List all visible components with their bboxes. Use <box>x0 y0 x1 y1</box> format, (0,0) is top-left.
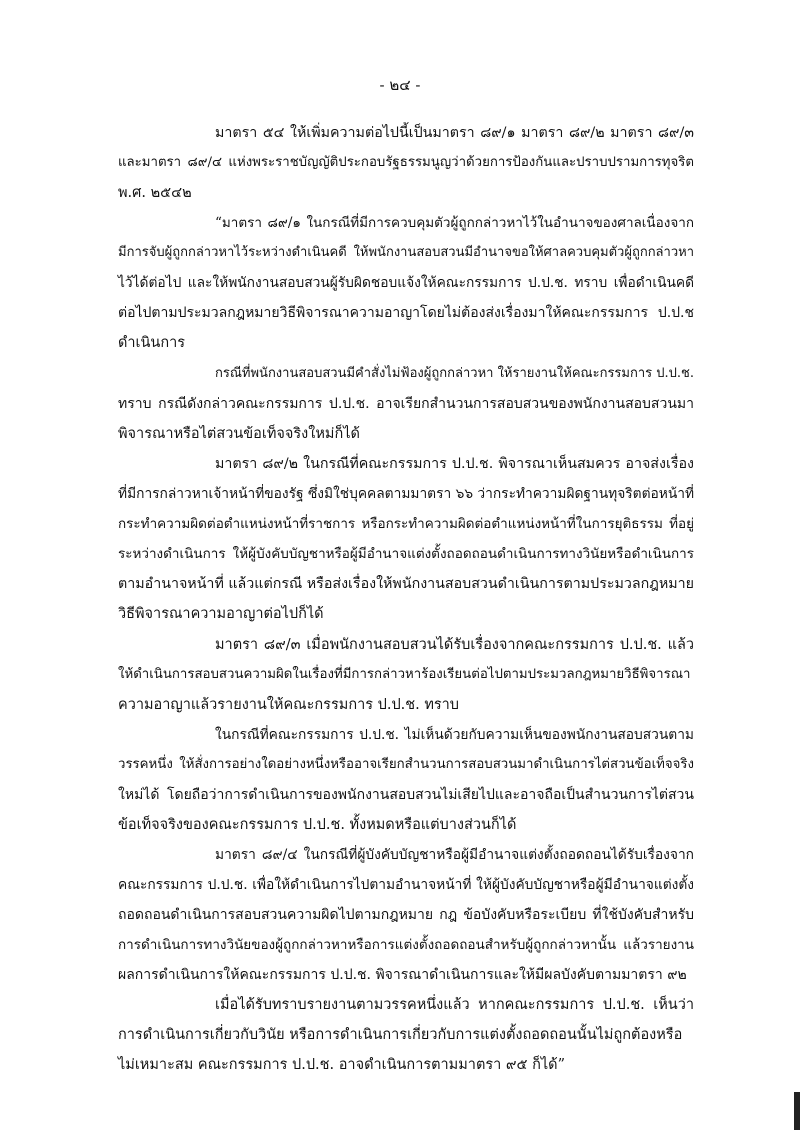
text-line: การดำเนินการเกี่ยวกับวินัย หรือการดำเนินการเกี่ยวกับการแต่งตั้งถอดถอนนั้นไม่ถูกต้องหรือ <box>118 1027 683 1043</box>
text-line: ให้ดำเนินการสอบสวนความผิดในเรื่องที่มีการกล่าวหาร้องเรียนต่อไปตามประมวลกฎหมายวิธีพิจารณา <box>118 667 691 682</box>
text-line: ไว้ได้ต่อไป และให้พนักงานสอบสวนผู้รับผิดชอบแจ้งให้คณะกรรมการ ป.ป.ช. ทราบ เพื่อดำเนินคดี <box>118 275 694 291</box>
text-line: มาตรา ๕๔ ให้เพิ่มความต่อไปนี้เป็นมาตรา ๘๙/๑ มาตรา ๘๙/๒ มาตรา ๘๙/๓ <box>215 125 694 141</box>
text-line: มาตรา ๘๙/๒ ในกรณีที่คณะกรรมการ ป.ป.ช. พิจารณาเห็นสมควร อาจส่งเรื่อง <box>215 456 694 472</box>
text-line: มีการจับผู้ถูกกล่าวหาไว้ระหว่างดำเนินคดี ให้พนักงานสอบสวนมีอำนาจขอให้ศาลควบคุมตัวผู้ถูกกล่าวหา <box>118 245 694 260</box>
text-line: “มาตรา ๘๙/๑ ในกรณีที่มีการควบคุมตัวผู้ถูกกล่าวหาไว้ในอำนาจของศาลเนื่องจาก <box>215 215 694 231</box>
text-line: ทราบ กรณีดังกล่าวคณะกรรมการ ป.ป.ช. อาจเรียกสำนวนการสอบสวนของพนักงานสอบสวนมา <box>118 396 694 412</box>
text-line: กระทำความผิดต่อตำแหน่งหน้าที่ราชการ หรือกระทำความผิดต่อตำแหน่งหน้าที่ในการยุติธรรม ที่อยู่ <box>118 516 694 532</box>
text-line: ระหว่างดำเนินการ ให้ผู้บังคับบัญชาหรือผู้มีอำนาจแต่งตั้งถอดถอนดำเนินการทางวินัยหรือดำเนินการ <box>118 546 694 562</box>
scan-edge-mark <box>794 1092 800 1130</box>
text-line: พ.ศ. ๒๕๔๒ <box>118 185 192 201</box>
text-line: ที่มีการกล่าวหาเจ้าหน้าที่ของรัฐ ซึ่งมิใช่บุคคลตามมาตรา ๖๖ ว่ากระทำความผิดฐานทุจริตต่อหน้าที่ <box>118 486 695 502</box>
text-line: ไม่เหมาะสม คณะกรรมการ ป.ป.ช. อาจดำเนินการตามมาตรา ๙๕ ก็ได้” <box>118 1057 566 1073</box>
text-line: วิธีพิจารณาความอาญาต่อไปก็ได้ <box>118 606 324 622</box>
text-line: ดำเนินการ <box>118 335 186 351</box>
text-line: วรรคหนึ่ง ให้สั่งการอย่างใดอย่างหนึ่งหรืออาจเรียกสำนวนการสอบสวนมาดำเนินการไต่สวนข้อเท็จจริง <box>118 757 694 772</box>
text-line: มาตรา ๘๙/๓ เมื่อพนักงานสอบสวนได้รับเรื่องจากคณะกรรมการ ป.ป.ช. แล้ว <box>215 637 694 653</box>
text-line: คณะกรรมการ ป.ป.ช. เพื่อให้ดำเนินการไปตามอำนาจหน้าที่ ให้ผู้บังคับบัญชาหรือผู้มีอำนาจแต่งตั้ง <box>118 877 694 893</box>
text-line: และมาตรา ๘๙/๔ แห่งพระราชบัญญัติประกอบรัฐธรรมนูญว่าด้วยการป้องกันและปราบปรามการทุจริต <box>118 155 694 170</box>
page-number: - ๒๔ - <box>379 76 421 94</box>
text-line: การดำเนินการทางวินัยของผู้ถูกกล่าวหาหรือการแต่งตั้งถอดถอนสำหรับผู้ถูกกล่าวหานั้น แล้วรายงาน <box>118 937 694 953</box>
text-line: กรณีที่พนักงานสอบสวนมีคำสั่งไม่ฟ้องผู้ถูกกล่าวหา ให้รายงานให้คณะกรรมการ ป.ป.ช. <box>215 366 694 381</box>
text-line: พิจารณาหรือไต่สวนข้อเท็จจริงใหม่ก็ได้ <box>118 426 360 442</box>
text-line: ข้อเท็จจริงของคณะกรรมการ ป.ป.ช. ทั้งหมดหรือแต่บางส่วนก็ได้ <box>118 817 517 833</box>
text-line: ถอดถอนดำเนินการสอบสวนความผิดไปตามกฎหมาย กฎ ข้อบังคับหรือระเบียบ ที่ใช้บังคับสำหรับ <box>118 907 694 923</box>
text-line: ตามอำนาจหน้าที่ แล้วแต่กรณี หรือส่งเรื่องให้พนักงานสอบสวนดำเนินการตามประมวลกฎหมาย <box>118 576 694 592</box>
text-line: เมื่อได้รับทราบรายงานตามวรรคหนึ่งแล้ว หากคณะกรรมการ ป.ป.ช. เห็นว่า <box>215 997 694 1013</box>
text-line: ในกรณีที่คณะกรรมการ ป.ป.ช. ไม่เห็นด้วยกับความเห็นของพนักงานสอบสวนตาม <box>215 727 694 743</box>
text-line: ต่อไปตามประมวลกฎหมายวิธีพิจารณาความอาญาโดยไม่ต้องส่งเรื่องมาให้คณะกรรมการ ป.ป.ช <box>118 305 694 321</box>
text-line: ใหม่ได้ โดยถือว่าการดำเนินการของพนักงานสอบสวนไม่เสียไปและอาจถือเป็นสำนวนการไต่สวน <box>118 787 694 803</box>
text-line: ความอาญาแล้วรายงานให้คณะกรรมการ ป.ป.ช. ทราบ <box>118 697 460 713</box>
text-line: มาตรา ๘๙/๔ ในกรณีที่ผู้บังคับบัญชาหรือผู้มีอำนาจแต่งตั้งถอดถอนได้รับเรื่องจาก <box>215 847 694 863</box>
text-line: ผลการดำเนินการให้คณะกรรมการ ป.ป.ช. พิจารณาดำเนินการและให้มีผลบังคับตามมาตรา ๙๒ <box>118 967 687 983</box>
